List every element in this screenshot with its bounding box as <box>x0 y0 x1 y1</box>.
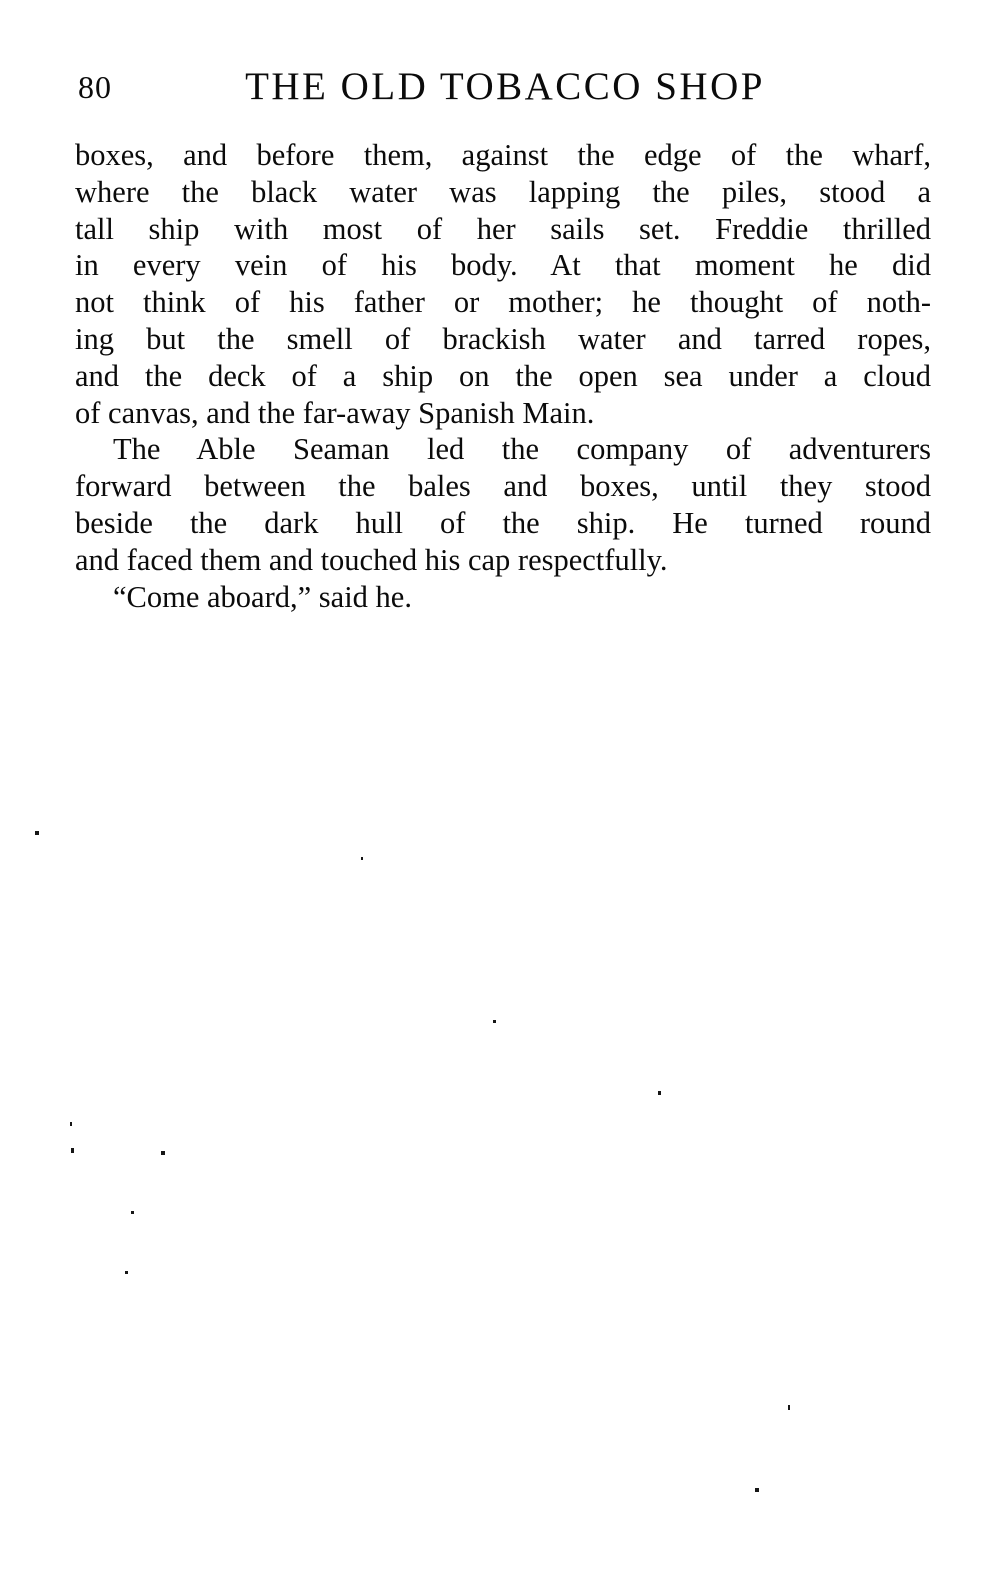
text-line: forward between the bales and boxes, until they stood <box>75 469 931 504</box>
scan-speck <box>161 1151 165 1155</box>
text-line: beside the dark hull of the ship. He turned round <box>75 505 931 540</box>
text-line: tall ship with most of her sails set. Freddie thrilled <box>75 211 931 246</box>
text-line: not think of his father or mother; he thought of noth- <box>75 285 931 320</box>
paragraph <box>75 579 931 616</box>
scan-speck <box>35 831 39 835</box>
text-line: ing but the smell of brackish water and tarred ropes, <box>75 321 931 356</box>
text-line: boxes, and before them, against the edge of the wharf, <box>75 138 931 172</box>
text-line: of canvas, and the far-away Spanish Main. <box>75 395 595 430</box>
text-line: and the deck of a ship on the open sea under a cloud <box>75 358 931 393</box>
paragraph <box>75 137 931 431</box>
scan-speck <box>71 1148 74 1153</box>
scan-speck <box>361 857 363 860</box>
scan-speck <box>755 1488 759 1492</box>
text-line: and faced them and touched his cap respectfully. <box>75 542 668 577</box>
text-line: “Come aboard,” said he. <box>113 579 412 614</box>
text-line: where the black water was lapping the piles, stood a <box>75 174 931 209</box>
scan-speck <box>493 1020 496 1023</box>
text-line: in every vein of his body. At that moment he did <box>75 248 931 283</box>
scan-speck <box>125 1271 128 1274</box>
scan-speck <box>131 1211 134 1214</box>
scan-speck <box>788 1405 790 1410</box>
page-number: 80 <box>78 69 112 105</box>
paragraph <box>75 431 931 578</box>
running-head <box>0 64 983 108</box>
text-line: The Able Seaman led the company of adventurers <box>113 432 931 467</box>
body-text <box>75 137 931 615</box>
scan-speck <box>70 1122 72 1126</box>
scan-speck <box>658 1091 661 1095</box>
page-title: THE OLD TOBACCO SHOP <box>245 65 765 108</box>
